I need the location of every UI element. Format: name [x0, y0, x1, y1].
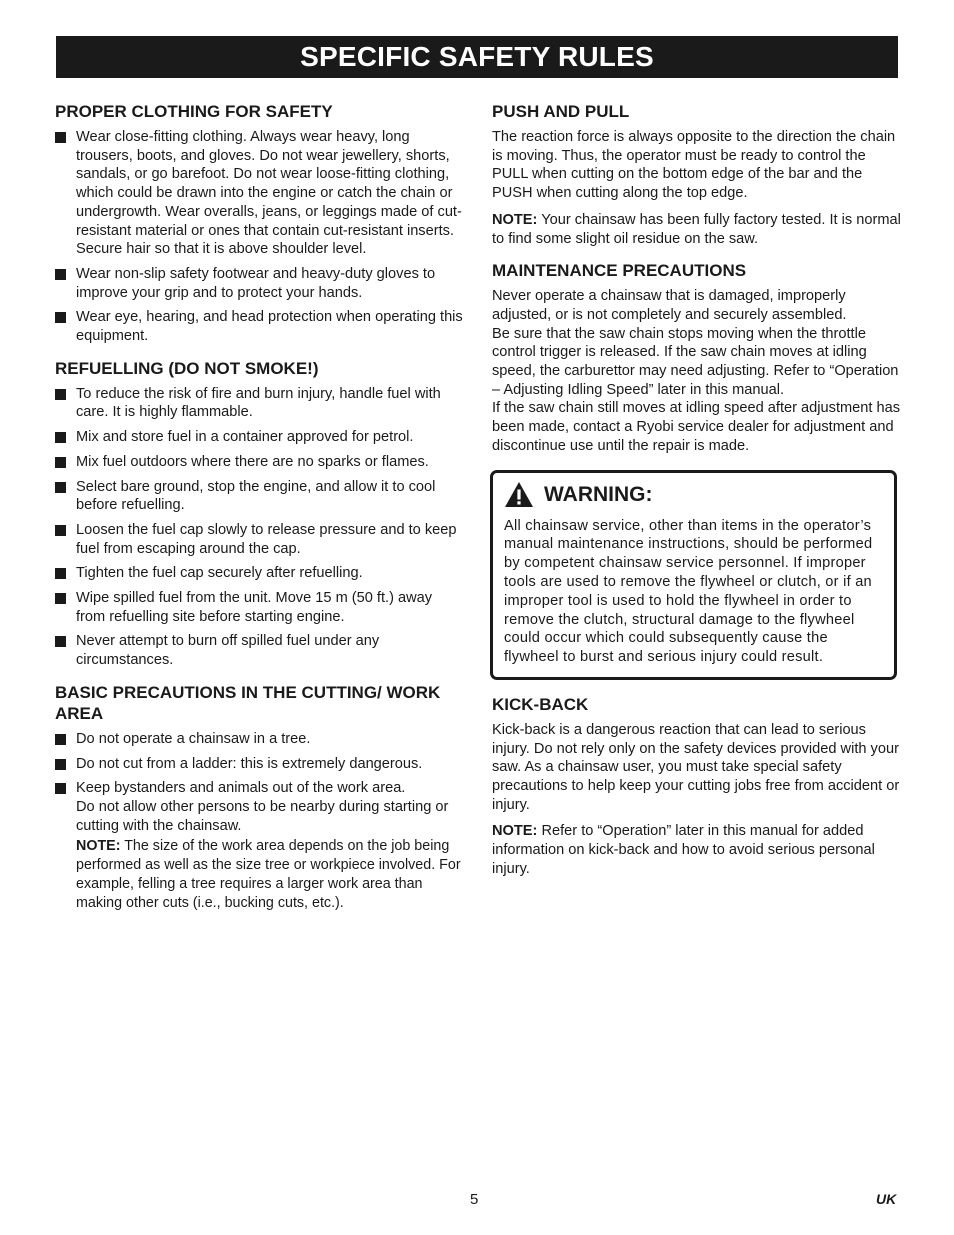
bullet-icon — [55, 568, 66, 579]
bullet-list — [55, 128, 463, 346]
warning-header — [504, 479, 884, 511]
bullet-list — [55, 730, 463, 836]
bullet-icon — [55, 432, 66, 443]
section-kickback — [492, 694, 902, 879]
list-item: To reduce the risk of fire and burn injury, handle fuel with care. It is highly flammable. — [55, 385, 463, 422]
list-item: Wear eye, hearing, and head protection when operating this equipment. — [55, 308, 463, 345]
section-refuelling — [55, 358, 463, 670]
section-heading: KICK-BACK — [492, 694, 589, 714]
section-heading: PROPER CLOTHING FOR SAFETY — [55, 102, 333, 121]
push-pull-text: The reaction force is always opposite to the direction the chain is moving. Thus, the operator must be ready to control the PULL when cutting on the bottom edge of the bar and the PUSH when cutting along the top edge. — [492, 129, 896, 202]
bullet-icon — [55, 482, 66, 493]
bullet-icon — [55, 132, 66, 143]
bullet-icon — [55, 783, 66, 794]
list-item: Loosen the fuel cap slowly to release pressure and to keep fuel from escaping around the cap. — [55, 521, 463, 558]
push-pull-note — [492, 211, 902, 248]
warning-text: All chainsaw service, other than items in the operator’s manual maintenance instructions, should be performed by competent chainsaw service personnel. If improper tools are used to remove the flywheel or clutch, or if an improper tool is used to hold the flywheel in order to remove the clutch, structural damage to the flywheel could occur which could subsequently cause the flywheel to burst and serious injury could result. — [504, 517, 873, 666]
note-label: NOTE: — [76, 838, 121, 855]
bullet-icon — [55, 457, 66, 468]
list-item: Mix fuel outdoors where there are no sparks or flames. — [55, 453, 463, 472]
list-item: Do not operate a chainsaw in a tree. — [55, 730, 463, 749]
list-item: Wipe spilled fuel from the unit. Move 15 m (50 ft.) away from refuelling site before starting engine. — [55, 589, 463, 626]
section-heading: MAINTENANCE PRECAUTIONS — [492, 261, 747, 281]
bullet-icon — [55, 525, 66, 536]
warning-triangle-icon — [504, 481, 534, 508]
list-item: Mix and store fuel in a container approved for petrol. — [55, 428, 463, 447]
warning-box — [490, 470, 897, 680]
list-item: Wear non-slip safety footwear and heavy-duty gloves to improve your grip and to protect your hands. — [55, 265, 463, 302]
kickback-note — [492, 822, 902, 878]
section-clothing — [55, 101, 463, 346]
list-item: Keep bystanders and animals out of the work area. Do not allow other persons to be nearby during starting or cutting with the chainsaw. — [55, 779, 463, 835]
section-maintenance — [492, 260, 902, 455]
list-item: Select bare ground, stop the engine, and allow it to cool before refuelling. — [55, 478, 463, 515]
bullet-icon — [55, 734, 66, 745]
bullet-icon — [55, 636, 66, 647]
section-heading: PUSH AND PULL — [492, 102, 630, 121]
region-label: UK — [876, 1191, 897, 1207]
note-label: NOTE: — [492, 211, 538, 228]
section-heading: BASIC PRECAUTIONS IN THE CUTTING/ WORK AREA — [55, 682, 441, 723]
maintenance-paragraph: Be sure that the saw chain stops moving when the throttle control trigger is released. If the saw chain moves at idling speed, the carburettor may need adjusting. Refer to “Operation – Adjusting Idling Speed” later in this manual. — [492, 325, 899, 398]
left-column — [55, 101, 463, 924]
bullet-icon — [55, 759, 66, 770]
section-push-pull — [492, 101, 902, 248]
note-text: The size of the work area depends on the job being performed as well as the size tree or workpiece involved. For example, felling a tree requires a larger work area than making other cuts (i.e., bucking cuts, etc.). — [76, 838, 461, 911]
bullet-icon — [55, 389, 66, 400]
bullet-list — [55, 385, 463, 670]
bullet-icon — [55, 312, 66, 323]
work-area-note — [55, 837, 463, 912]
list-item: Wear close-fitting clothing. Always wear heavy, long trousers, boots, and gloves. Do not wear jewellery, shorts, sandals, or go barefoot. Do not wear loose-fitting clothing, which could be drawn into the engine or catch the chain or undergrowth. Wear overalls, jeans, or leggings made of cut-resistant material or ones that contain cut-resistant inserts. Secure hair so that it is above shoulder level. — [55, 128, 463, 259]
maintenance-paragraph: Never operate a chainsaw that is damaged, improperly adjusted, or is not completely and securely assembled. — [492, 288, 847, 323]
maintenance-paragraph: If the saw chain still moves at idling speed after adjustment has been made, contact a Ryobi service dealer for adjustment and discontinue use until the repair is made. — [492, 400, 901, 454]
note-label: NOTE: — [492, 823, 538, 840]
list-item: Never attempt to burn off spilled fuel under any circumstances. — [55, 632, 463, 669]
section-work-area — [55, 682, 463, 912]
kickback-text: Kick-back is a dangerous reaction that can lead to serious injury. Do not rely only on the safety devices provided with your saw. As a chainsaw user, you must take special safety precautions to help keep your cutting jobs free from accident or injury. — [492, 721, 900, 813]
note-text: Your chainsaw has been fully factory tested. It is normal to find some slight oil residue on the saw. — [492, 211, 901, 247]
note-text: Refer to “Operation” later in this manual for added information on kick-back and how to avoid serious personal injury. — [492, 823, 875, 877]
page-title: SPECIFIC SAFETY RULES — [56, 36, 898, 78]
right-column — [492, 101, 902, 891]
list-item: Tighten the fuel cap securely after refuelling. — [55, 564, 463, 583]
list-item: Do not cut from a ladder: this is extremely dangerous. — [55, 755, 463, 774]
section-heading: REFUELLING (DO NOT SMOKE!) — [55, 358, 319, 378]
warning-label: WARNING: — [544, 482, 653, 506]
bullet-icon — [55, 269, 66, 280]
bullet-icon — [55, 593, 66, 604]
page-number: 5 — [470, 1191, 479, 1208]
